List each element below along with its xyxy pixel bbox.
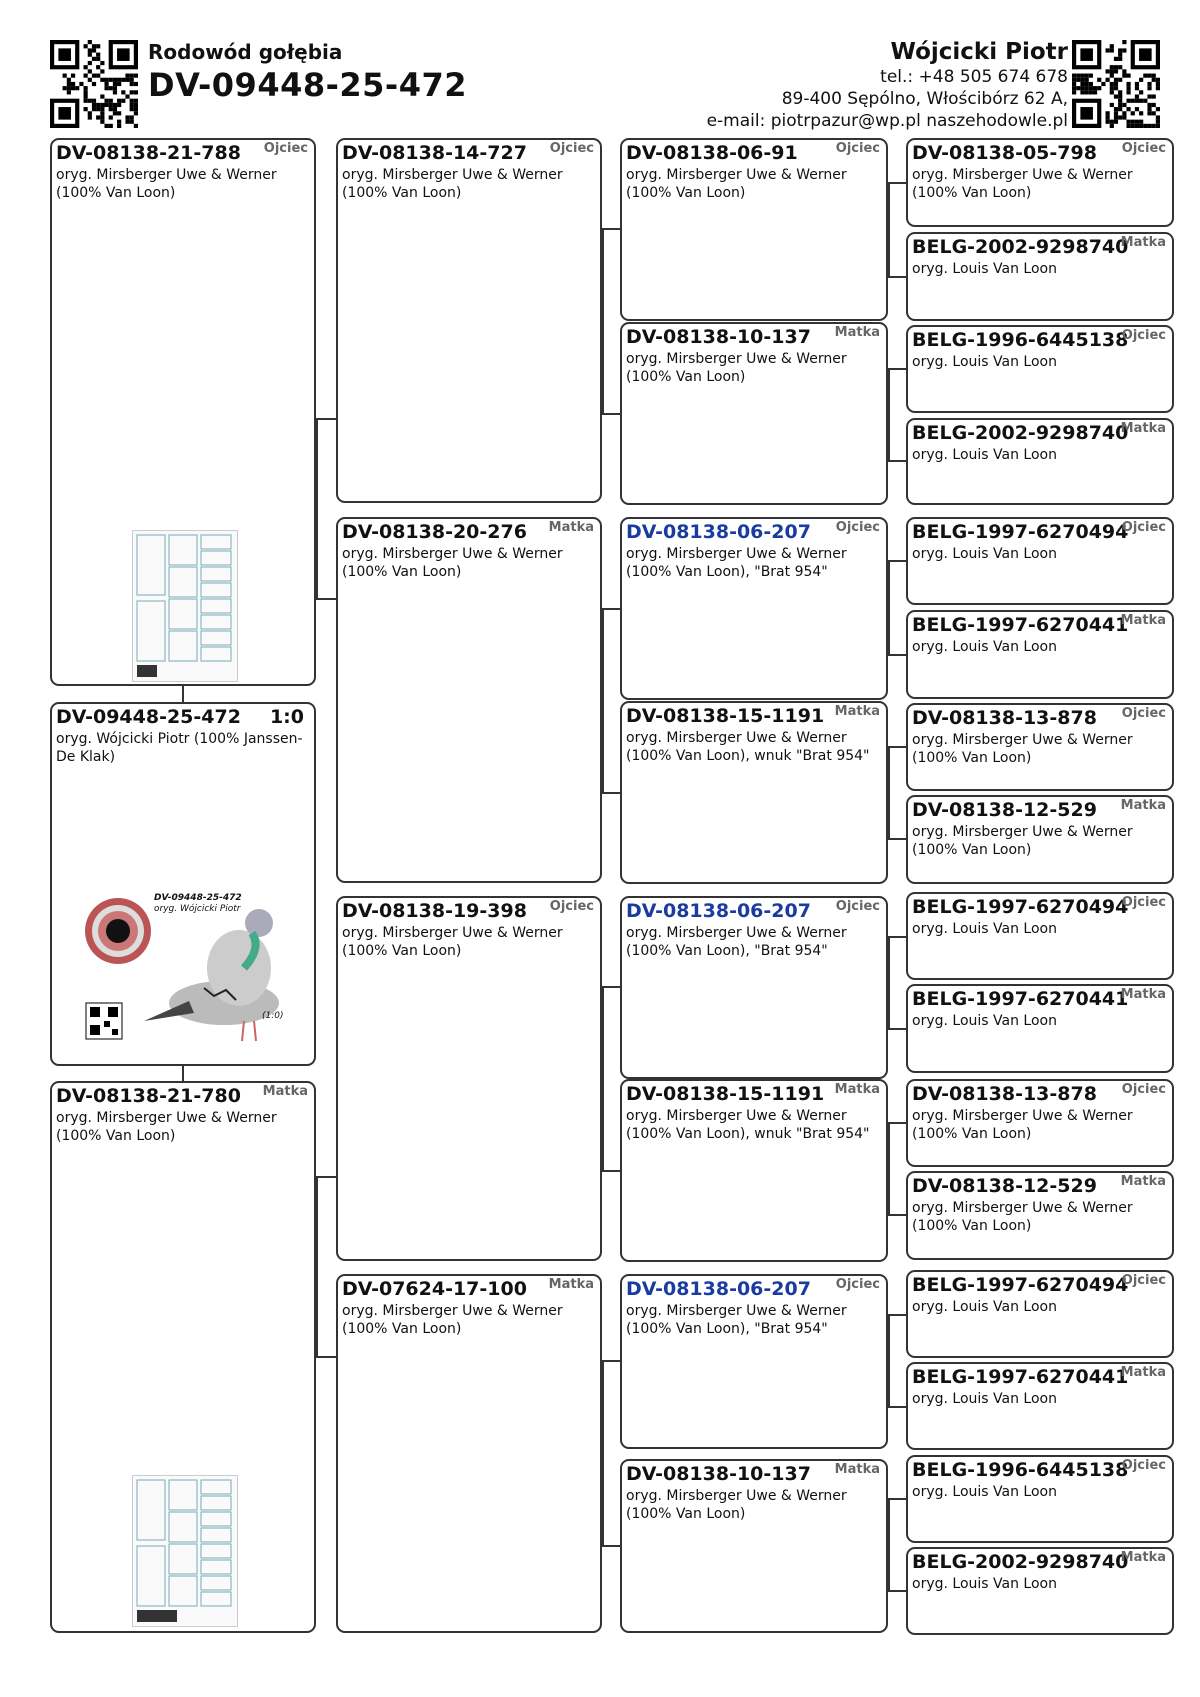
pigeon-info: oryg. Mirsberger Uwe & Werner (100% Van Loon) [912,732,1133,766]
connector [888,182,906,184]
connector [888,368,906,370]
gen3-card [620,138,888,321]
photo-caption-owner: oryg. Wójcicki Piotr [154,904,241,914]
connector [602,413,620,415]
connector [602,986,620,988]
connector [888,182,890,278]
ring-number: DV-08138-21-780 [56,1085,241,1107]
connector [602,1360,620,1362]
pigeon-info: oryg. Wójcicki Piotr (100% Janssen-De Klak) [56,731,303,765]
ring-number: DV-08138-14-727 [342,142,527,164]
qr-code-right [1072,40,1160,128]
pigeon-info: oryg. Mirsberger Uwe & Werner (100% Van Loon), wnuk "Brat 954" [626,1108,870,1142]
gen2-card [336,1274,602,1633]
gen4-card [906,892,1174,980]
sex-label: Matka [1120,798,1166,813]
pigeon-info: oryg. Mirsberger Uwe & Werner (100% Van Loon) [342,167,563,201]
gen3-card [620,1459,888,1633]
sex-label: Ojciec [1121,1273,1166,1288]
ring-number: DV-08138-13-878 [912,1083,1097,1105]
sex-label: Ojciec [1121,141,1166,156]
pedigree-thumbnail-icon [133,1476,237,1626]
pigeon-info: oryg. Mirsberger Uwe & Werner (100% Van Loon) [912,824,1133,858]
ring-number: DV-08138-06-207 [626,1278,811,1300]
father-card [50,138,316,686]
ring-number: DV-08138-12-529 [912,1175,1097,1197]
pigeon-info: oryg. Mirsberger Uwe & Werner (100% Van Loon), wnuk "Brat 954" [626,730,870,764]
connector [602,792,620,794]
connector [888,936,890,1030]
sex-label: Ojciec [549,899,594,914]
pigeon-info: oryg. Louis Van Loon [912,639,1057,655]
gen4-card [906,703,1174,791]
sex-label: Matka [1120,987,1166,1002]
sex-label: Matka [1120,1550,1166,1565]
connector [316,418,336,420]
connector [602,608,604,794]
pigeon-info: oryg. Mirsberger Uwe & Werner (100% Van Loon), "Brat 954" [626,1303,847,1337]
connector [316,418,318,600]
gen4-card [906,984,1174,1073]
ring-number: BELG-2002-9298740 [912,422,1129,444]
pedigree-thumbnail-icon [133,531,237,681]
sex-label: 1:0 [269,706,304,728]
sex-label: Ojciec [549,141,594,156]
sex-label: Ojciec [1121,1458,1166,1473]
connector [888,560,906,562]
gen4-card [906,1455,1174,1543]
ring-number: DV-09448-25-472 [56,706,241,728]
connector [888,1498,906,1500]
sex-label: Ojciec [1121,1082,1166,1097]
gen2-card [336,896,602,1261]
connector [602,1360,604,1547]
pigeon-info: oryg. Louis Van Loon [912,1299,1057,1315]
pigeon-photo-icon [84,893,289,1045]
ring-number: BELG-1997-6270494 [912,1274,1129,1296]
ring-number: BELG-1996-6445138 [912,1459,1129,1481]
sex-label: Matka [1120,421,1166,436]
ring-number: DV-08138-21-788 [56,142,241,164]
connector [888,1498,890,1592]
sex-label: Ojciec [835,1277,880,1292]
connector [602,1170,620,1172]
pigeon-info: oryg. Mirsberger Uwe & Werner (100% Van Loon) [342,546,563,580]
sex-label: Matka [834,1462,880,1477]
pigeon-info: oryg. Louis Van Loon [912,1484,1057,1500]
document-title: Rodowód gołębia [148,40,343,64]
connector [888,1314,906,1316]
connector [316,1176,336,1178]
connector [602,986,604,1172]
ring-number: DV-08138-19-398 [342,900,527,922]
ring-number: BELG-1997-6270441 [912,988,1129,1010]
connector [888,460,906,462]
ring-number: DV-08138-15-1191 [626,1083,825,1105]
owner-name: Wójcicki Piotr [890,39,1068,65]
ring-number: DV-08138-06-91 [626,142,798,164]
connector [888,1314,890,1408]
pigeon-info: oryg. Mirsberger Uwe & Werner (100% Van Loon) [626,351,847,385]
pigeon-info: oryg. Louis Van Loon [912,447,1057,463]
connector [602,228,604,415]
pigeon-info: oryg. Mirsberger Uwe & Werner (100% Van Loon) [56,1110,277,1144]
pigeon-info: oryg. Louis Van Loon [912,261,1057,277]
owner-phone: tel.: +48 505 674 678 [880,67,1068,87]
sex-label: Matka [834,704,880,719]
pigeon-info: oryg. Mirsberger Uwe & Werner (100% Van Loon) [626,1488,847,1522]
sex-label: Matka [834,325,880,340]
qr-code-left [50,40,138,128]
connector [888,1122,906,1124]
pedigree-thumbnail [132,530,238,682]
gen4-card [906,1362,1174,1450]
pigeon-info: oryg. Louis Van Loon [912,1391,1057,1407]
pedigree-thumbnail [132,1475,238,1627]
gen4-card [906,795,1174,884]
gen4-card [906,138,1174,227]
ring-number: DV-08138-10-137 [626,1463,811,1485]
gen3-card [620,896,888,1079]
sex-label: Ojciec [835,899,880,914]
connector [888,1028,906,1030]
connector [888,838,906,840]
pigeon-ring-title: DV-09448-25-472 [148,66,467,104]
pigeon-info: oryg. Mirsberger Uwe & Werner (100% Van Loon), "Brat 954" [626,546,847,580]
photo-caption-ring: DV-09448-25-472 [154,893,242,903]
connector [602,1545,620,1547]
connector [316,1176,318,1358]
connector [888,560,890,656]
pigeon-info: oryg. Mirsberger Uwe & Werner (100% Van Loon) [342,925,563,959]
sex-label: Matka [1120,1174,1166,1189]
connector [182,1066,184,1081]
sex-label: Matka [834,1082,880,1097]
gen2-card [336,138,602,503]
ring-number: DV-08138-10-137 [626,326,811,348]
sex-label: Matka [262,1084,308,1099]
gen4-card [906,232,1174,321]
gen4-card [906,1547,1174,1635]
ring-number: DV-08138-06-207 [626,521,811,543]
pigeon-info: oryg. Mirsberger Uwe & Werner (100% Van Loon) [56,167,277,201]
gen3-card [620,322,888,505]
connector [888,746,890,840]
connector [888,276,906,278]
ring-number: BELG-1996-6445138 [912,329,1129,351]
connector [316,1356,336,1358]
sex-label: Ojciec [1121,706,1166,721]
gen3-card [620,1079,888,1262]
sex-label: Ojciec [835,520,880,535]
mother-card [50,1081,316,1633]
ring-number: DV-07624-17-100 [342,1278,527,1300]
pigeon-photo [84,893,289,1045]
gen4-card [906,610,1174,699]
pigeon-info: oryg. Mirsberger Uwe & Werner (100% Van Loon) [342,1303,563,1337]
ring-number: BELG-1997-6270441 [912,1366,1129,1388]
ring-number: DV-08138-06-207 [626,900,811,922]
gen4-card [906,418,1174,505]
ring-number: BELG-2002-9298740 [912,236,1129,258]
pigeon-info: oryg. Louis Van Loon [912,1013,1057,1029]
connector [888,1122,890,1216]
pigeon-info: oryg. Mirsberger Uwe & Werner (100% Van Loon) [626,167,847,201]
connector [888,1406,906,1408]
gen3-card [620,517,888,700]
connector [888,1590,906,1592]
connector [602,228,620,230]
gen4-card [906,325,1174,413]
gen2-card [336,517,602,883]
pigeon-info: oryg. Louis Van Loon [912,1576,1057,1592]
connector [888,936,906,938]
connector [888,746,906,748]
ring-number: DV-08138-05-798 [912,142,1097,164]
owner-email: e-mail: piotrpazur@wp.pl naszehodowle.pl [706,111,1068,131]
pigeon-info: oryg. Louis Van Loon [912,546,1057,562]
sex-label: Ojciec [1121,520,1166,535]
gen4-card [906,1079,1174,1167]
owner-address: 89-400 Sępólno, Włościbórz 62 A, [781,89,1068,109]
gen4-card [906,517,1174,605]
connector [888,654,906,656]
ring-number: BELG-1997-6270494 [912,521,1129,543]
connector [888,368,890,462]
gen4-card [906,1171,1174,1260]
pigeon-info: oryg. Mirsberger Uwe & Werner (100% Van Loon), "Brat 954" [626,925,847,959]
sex-label: Matka [1120,235,1166,250]
ring-number: BELG-2002-9298740 [912,1551,1129,1573]
photo-sex-mark: (1:0) [262,1011,284,1021]
sex-label: Matka [548,520,594,535]
connector [602,608,620,610]
pigeon-info: oryg. Mirsberger Uwe & Werner (100% Van Loon) [912,1200,1133,1234]
sex-label: Matka [1120,613,1166,628]
qr-code-icon [50,40,138,128]
owner-block [707,38,1068,132]
pigeon-info: oryg. Mirsberger Uwe & Werner (100% Van Loon) [912,1108,1133,1142]
sex-label: Matka [548,1277,594,1292]
qr-code-icon [1072,40,1160,128]
ring-number: BELG-1997-6270494 [912,896,1129,918]
ring-number: DV-08138-12-529 [912,799,1097,821]
gen3-card [620,1274,888,1449]
gen3-card [620,701,888,884]
gen4-card [906,1270,1174,1358]
sex-label: Ojciec [835,141,880,156]
sex-label: Ojciec [1121,328,1166,343]
connector [316,598,336,600]
ring-number: DV-08138-20-276 [342,521,527,543]
ring-number: DV-08138-15-1191 [626,705,825,727]
pigeon-info: oryg. Louis Van Loon [912,354,1057,370]
pigeon-info: oryg. Louis Van Loon [912,921,1057,937]
ring-number: BELG-1997-6270441 [912,614,1129,636]
ring-number: DV-08138-13-878 [912,707,1097,729]
connector [182,686,184,702]
connector [888,1214,906,1216]
sex-label: Ojciec [263,141,308,156]
sex-label: Ojciec [1121,895,1166,910]
sex-label: Matka [1120,1365,1166,1380]
pigeon-info: oryg. Mirsberger Uwe & Werner (100% Van Loon) [912,167,1133,201]
